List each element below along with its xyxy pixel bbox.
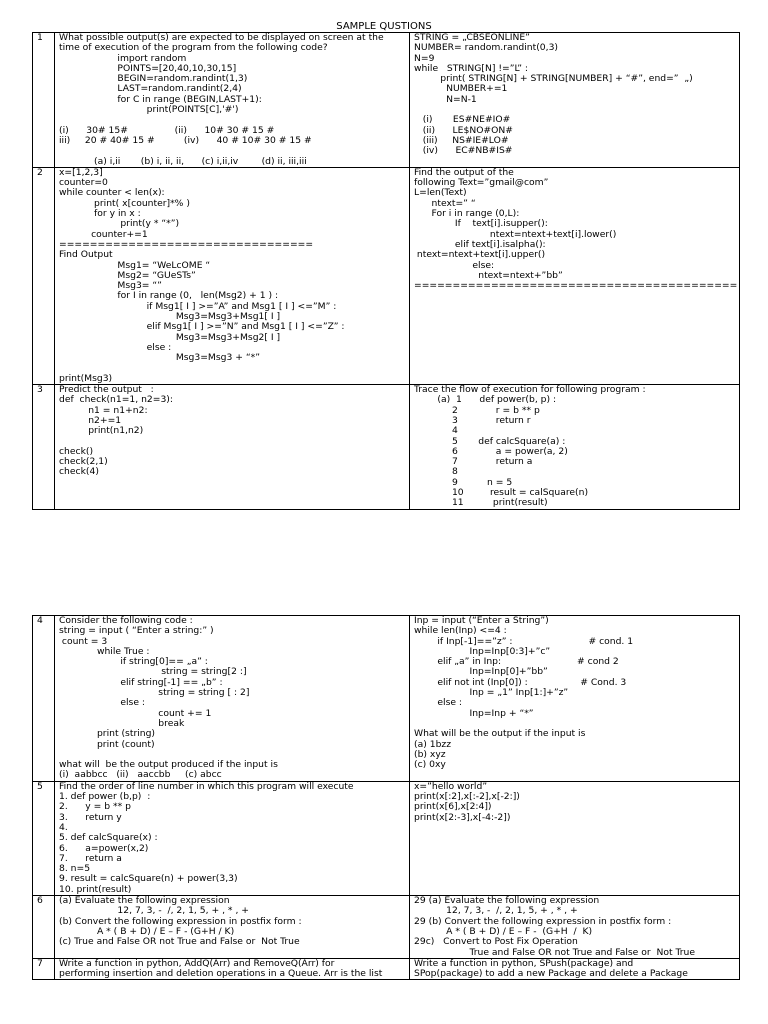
code-line: check() [59, 445, 94, 457]
code-line: for y in x : [59, 208, 141, 220]
question-left-cell [55, 33, 410, 168]
code-line: string = string [ : 2] [59, 687, 250, 699]
question-right-cell [410, 781, 740, 895]
question-number: 2 [33, 167, 55, 384]
question-left-cell [55, 616, 410, 782]
text-line: Predict the output : [59, 384, 154, 396]
code-line: while STRING[N] !=”L” : [414, 62, 528, 74]
question-number: 3 [33, 385, 55, 510]
code-line: def check(n1=1, n2=3): [59, 394, 173, 406]
code-line: 2. y = b ** p [59, 801, 131, 813]
code-line: 10. print(result) [59, 883, 132, 895]
question-right-cell [410, 616, 740, 782]
code-line: 9 n = 5 [414, 476, 513, 488]
code-line: True and False OR not True and False or Not True [414, 946, 696, 958]
code-line: for I in range (0, len(Msg2) + 1 ) : [59, 290, 279, 302]
code-line: string = string[2 :] [59, 666, 247, 678]
code-line: Inp=Inp + “*” [414, 707, 534, 719]
code-line: N=N-1 [414, 93, 477, 105]
text-line: What possible output(s) are expected to be displayed on screen at the [59, 32, 384, 43]
question-number: 7 [33, 958, 55, 980]
text-line: 29 (a) Evaluate the following expression [414, 895, 600, 907]
question-right-cell [410, 33, 740, 168]
code-line: 12, 7, 3, - /, 2, 1, 5, + , * , + [59, 905, 249, 917]
text-line: Trace the flow of execution for following program : [414, 384, 646, 396]
text-line: Find the order of line number in which this program will execute [59, 780, 354, 792]
code-line: ntext=ntext+”bb” [414, 269, 563, 281]
question-row-2 [33, 167, 740, 384]
option-line: (a) i,ii (b) i, ii, ii, (c) i,ii,iv (d) ii, iii,iii [59, 155, 307, 167]
code-line: 4 [414, 425, 458, 437]
code-line: BEGIN=random.randint(1,3) [59, 73, 248, 85]
question-row-3 [33, 385, 740, 510]
question-row-1 [33, 33, 740, 168]
question-number: 6 [33, 896, 55, 959]
text-line: time of execution of the program from the following code? [59, 42, 328, 54]
code-line: print (count) [59, 738, 155, 750]
code-line: Msg1= “WeLcOME “ [59, 259, 211, 271]
text-line: 29c) Convert to Post Fix Operation [414, 936, 578, 948]
text-line: what will be the output produced if the input is [59, 759, 278, 771]
text-line: Find Output [59, 249, 113, 261]
question-row-7 [33, 958, 740, 980]
code-line: n1 = n1+n2: [59, 404, 148, 416]
blank-line [59, 437, 409, 447]
code-line: elif not int (Inp[0]) : # Cond. 3 [414, 676, 627, 688]
code-line: 6. a=power(x,2) [59, 842, 149, 854]
code-line: else: [414, 259, 495, 271]
code-line: 8 [414, 466, 458, 478]
code-line: elif „a” in Inp: # cond 2 [414, 656, 619, 668]
code-line: print(x[:2],x[:-2],x[-2:]) [414, 791, 520, 803]
option-line: iii) 20 # 40# 15 # (iv) 40 # 10# 30 # 15 # [59, 134, 312, 146]
question-row-4 [33, 616, 740, 782]
code-line: (a) 1 def power(b, p) : [414, 394, 557, 406]
question-number: 4 [33, 616, 55, 782]
code-line: check(4) [59, 466, 99, 478]
question-right-cell [410, 958, 740, 980]
code-line: Inp = input (“Enter a String”) [414, 615, 549, 626]
code-line: 11 print(result) [414, 497, 548, 509]
option-line: (i) aabbcc (ii) aaccbb (c) abcc [59, 769, 222, 781]
code-line: NUMBER+=1 [414, 83, 508, 95]
option-line: (i) 30# 15# (ii) 10# 30 # 15 # [59, 124, 275, 136]
question-right-cell [410, 896, 740, 959]
code-line: x=”hello world” [414, 780, 488, 792]
text-line: 29 (b) Convert the following expression in postfix form : [414, 915, 672, 927]
text-line: (c) True and False OR not True and False or Not True [59, 936, 300, 948]
code-line: NUMBER= random.randint(0,3) [414, 42, 559, 54]
question-left-cell [55, 167, 410, 384]
code-line: break [59, 717, 185, 729]
code-line: print(y * “*”) [59, 218, 180, 230]
question-right-cell [410, 385, 740, 510]
code-line: 4. [59, 821, 68, 833]
code-line: if string[0]== „a” : [59, 656, 208, 668]
question-left-cell [55, 958, 410, 980]
code-line: print(n1,n2) [59, 425, 144, 437]
code-line: print(x[2:-3],x[-4:-2]) [414, 811, 511, 823]
text-line: following Text=”gmail@com” [414, 177, 549, 189]
code-line: else : [59, 341, 172, 353]
code-line: Msg3=Msg3+Msg1[ I ] [59, 311, 281, 323]
code-line: ntext=ntext+text[i].upper() [414, 249, 546, 261]
question-number: 1 [33, 33, 55, 168]
code-line: ntext=” “ [414, 197, 476, 209]
code-line: ntext=ntext+text[i].lower() [414, 228, 617, 240]
code-line: Msg2= “GUeSTs” [59, 269, 196, 281]
text-line: Consider the following code : [59, 615, 193, 626]
questions-table-1 [32, 32, 740, 510]
code-line: 9. result = calcSquare(n) + power(3,3) [59, 873, 238, 885]
code-line: 10 result = calSquare(n) [414, 487, 589, 499]
question-left-cell [55, 896, 410, 959]
code-line: print(x[6],x[2:4]) [414, 801, 492, 813]
code-line: elif string[-1] == „b” : [59, 676, 223, 688]
question-row-6 [33, 896, 740, 959]
code-line: while counter < len(x): [59, 187, 165, 199]
code-line: For i in range (0,L): [414, 208, 520, 220]
text-line: What will be the output if the input is [414, 728, 586, 740]
option-line: (i) ES#NE#IO# [414, 114, 511, 126]
code-line: check(2,1) [59, 456, 108, 468]
code-line: print (string) [59, 728, 156, 740]
code-line: POINTS=[20,40,10,30,15] [59, 62, 237, 74]
code-line: N=9 [414, 52, 435, 64]
code-line: Inp = „1” Inp[1:]+”z” [414, 687, 569, 699]
code-line: Msg3=Msg3 + “*” [59, 352, 260, 364]
code-line: elif text[i].isalpha(): [414, 238, 546, 250]
code-line: Msg3=Msg3+Msg2[ I ] [59, 331, 281, 343]
code-line: print(POINTS[C],'#') [59, 104, 239, 116]
code-line: while True : [59, 645, 150, 657]
code-line: count += 1 [59, 707, 212, 719]
code-line: import random [59, 52, 187, 64]
code-line: A * ( B + D) / E – F - (G+H / K) [59, 925, 235, 937]
questions-table-2 [32, 615, 740, 980]
code-line: A * ( B + D) / E – F - (G+H / K) [414, 925, 593, 937]
code-line: n2+=1 [59, 414, 122, 426]
page-title: SAMPLE QUSTIONS [336, 21, 432, 32]
separator-line: ========================================== [414, 280, 738, 292]
text-line: Find the output of the [414, 166, 514, 178]
text-line: (a) Evaluate the following expression [59, 895, 230, 907]
question-row-5 [33, 781, 740, 895]
code-line: If text[i].isupper(): [414, 218, 548, 230]
code-line: print( STRING[N] + STRING[NUMBER] + “#”, end=” „) [414, 73, 693, 85]
code-line: x=[1,2,3] [59, 166, 103, 178]
code-line: else : [414, 697, 463, 709]
separator-line: ================================= [59, 238, 314, 250]
code-line: print( x[counter]*% ) [59, 197, 190, 209]
code-line: 7 return a [414, 456, 533, 468]
option-line: (c) 0xy [414, 759, 446, 771]
option-line: (iii) NS#IE#LO# [414, 134, 509, 146]
option-line: (a) 1bzz [414, 738, 452, 750]
code-line: else : [59, 697, 145, 709]
option-line: (ii) LE$NO#ON# [414, 124, 513, 136]
code-line: count = 3 [59, 635, 108, 647]
code-line: if Inp[-1]==”z” : # cond. 1 [414, 635, 634, 647]
code-line: STRING = „CBSEONLINE” [414, 32, 530, 43]
code-line: 12, 7, 3, - /, 2, 1, 5, + , * , + [414, 905, 578, 917]
code-line: for C in range (BEGIN,LAST+1): [59, 93, 262, 105]
option-line: (iv) EC#NB#IS# [414, 145, 513, 157]
code-line: print(Msg3) [59, 372, 113, 384]
question-number: 5 [33, 781, 55, 895]
text-line: Write a function in python, SPush(package) and [414, 957, 634, 969]
question-left-cell [55, 781, 410, 895]
code-line: L=len(Text) [414, 187, 467, 199]
option-line: (b) xyz [414, 748, 446, 760]
code-line: 2 r = b ** p [414, 404, 540, 416]
code-line: 3. return y [59, 811, 122, 823]
code-line: 1. def power (b,p) : [59, 791, 151, 803]
code-line: string = input ( “Enter a string:” ) [59, 625, 214, 637]
code-line: 5 def calcSquare(a) : [414, 435, 566, 447]
code-line: if Msg1[ I ] >=”A” and Msg1 [ I ] <=”M” : [59, 300, 337, 312]
code-line: counter+=1 [59, 228, 148, 240]
text-line: performing insertion and deletion operations in a Queue. Arr is the list [59, 968, 383, 980]
code-line: 3 return r [414, 414, 531, 426]
code-line: 6 a = power(a, 2) [414, 445, 568, 457]
code-line: LAST=random.randint(2,4) [59, 83, 242, 95]
text-line: (b) Convert the following expression in postfix form : [59, 915, 302, 927]
code-line: 5. def calcSquare(x) : [59, 832, 158, 844]
question-right-cell [410, 167, 740, 384]
code-line: Msg3= “” [59, 280, 162, 292]
text-line: Write a function in python, AddQ(Arr) and RemoveQ(Arr) for [59, 957, 335, 969]
code-line: 7. return a [59, 852, 122, 864]
code-line: elif Msg1[ I ] >=”N” and Msg1 [ I ] <=”Z” : [59, 321, 345, 333]
code-line: 8. n=5 [59, 863, 91, 875]
text-line: SPop(package) to add a new Package and delete a Package [414, 968, 688, 980]
code-line: Inp=Inp[0:3]+”c” [414, 645, 551, 657]
code-line: while len(Inp) <=4 : [414, 625, 507, 637]
question-left-cell [55, 385, 410, 510]
code-line: counter=0 [59, 177, 108, 189]
code-line: Inp=Inp[0]+”bb” [414, 666, 548, 678]
